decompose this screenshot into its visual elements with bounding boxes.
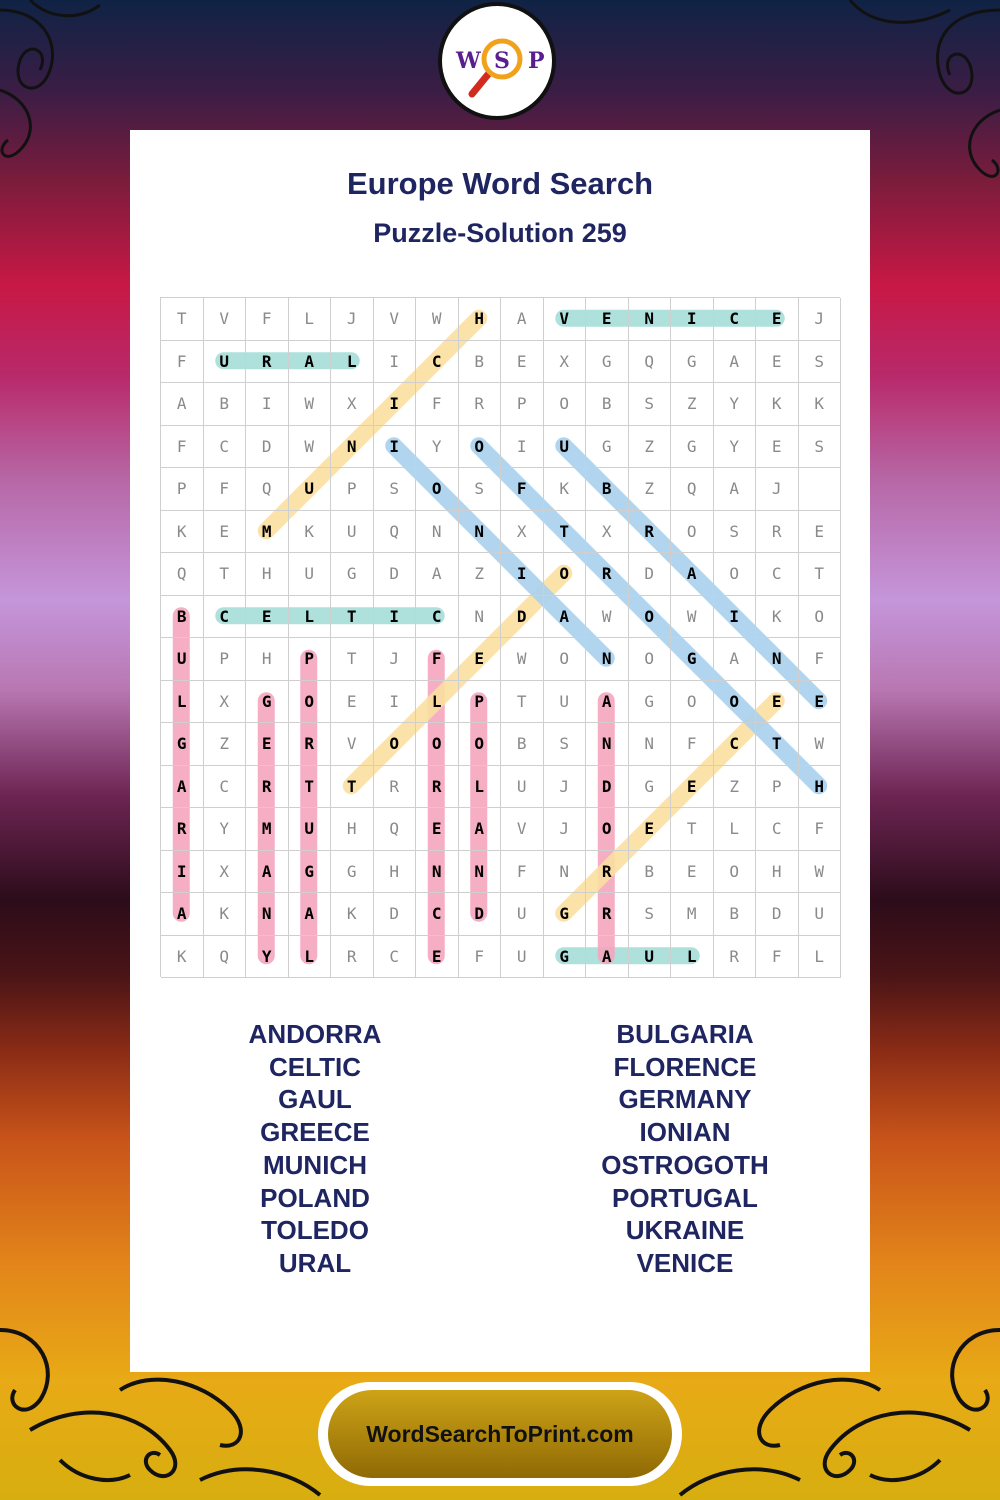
grid-cell: T: [161, 298, 204, 341]
grid-cell: Y: [714, 383, 757, 426]
grid-cell: L: [289, 596, 332, 639]
grid-cell: R: [586, 893, 629, 936]
grid-cell: J: [544, 766, 587, 809]
grid-cell: X: [331, 383, 374, 426]
grid-cell: T: [331, 766, 374, 809]
grid-cell: Z: [204, 723, 247, 766]
grid-cell: T: [544, 511, 587, 554]
grid-cell: N: [629, 298, 672, 341]
grid-cell: R: [714, 936, 757, 979]
grid-cell: H: [374, 851, 417, 894]
grid-cell: J: [756, 468, 799, 511]
grid-cell: X: [586, 511, 629, 554]
grid-cell: S: [629, 383, 672, 426]
grid-cell: I: [501, 553, 544, 596]
grid-cell: U: [289, 808, 332, 851]
grid-cell: E: [756, 426, 799, 469]
grid-cell: T: [331, 596, 374, 639]
grid-cell: D: [629, 553, 672, 596]
grid-cell: W: [799, 851, 842, 894]
grid-cell: A: [161, 893, 204, 936]
grid-cell: O: [629, 638, 672, 681]
grid-cell: E: [671, 766, 714, 809]
footer-badge: [318, 1382, 682, 1486]
grid-cell: H: [799, 766, 842, 809]
grid-cell: I: [374, 681, 417, 724]
grid-cell: F: [671, 723, 714, 766]
grid-cell: Y: [416, 426, 459, 469]
grid-cell: F: [416, 383, 459, 426]
grid-cell: J: [544, 808, 587, 851]
grid-cell: D: [374, 893, 417, 936]
grid-cell: A: [289, 341, 332, 384]
grid-cell: J: [331, 298, 374, 341]
grid-cell: B: [714, 893, 757, 936]
grid-cell: E: [629, 808, 672, 851]
grid-cell: A: [714, 638, 757, 681]
grid-cell: A: [459, 808, 502, 851]
grid-cell: C: [204, 426, 247, 469]
grid-cell: Z: [671, 383, 714, 426]
word-list-item: BULGARIA: [616, 1019, 754, 1049]
grid-cell: Q: [374, 808, 417, 851]
grid-cell: I: [246, 383, 289, 426]
page-title: Europe Word Search: [346, 166, 654, 201]
grid-cell: F: [204, 468, 247, 511]
grid-cell: N: [756, 638, 799, 681]
grid-cell: T: [331, 638, 374, 681]
grid-cell: L: [289, 936, 332, 979]
grid-cell: O: [629, 596, 672, 639]
grid-cell: C: [714, 298, 757, 341]
grid-cell: W: [416, 298, 459, 341]
grid-cell: E: [416, 808, 459, 851]
grid-cell: U: [799, 893, 842, 936]
grid-cell: Q: [629, 341, 672, 384]
word-list-item: PORTUGAL: [612, 1182, 758, 1213]
grid-cell: Y: [714, 426, 757, 469]
grid-cell: E: [756, 681, 799, 724]
grid-cell: W: [289, 426, 332, 469]
grid-cell: M: [246, 808, 289, 851]
grid-cell: E: [246, 723, 289, 766]
word-search-grid: [160, 297, 840, 977]
grid-cell: B: [586, 383, 629, 426]
grid-cell: A: [416, 553, 459, 596]
grid-cell: E: [756, 298, 799, 341]
grid-cell: K: [204, 893, 247, 936]
grid-cell: A: [246, 851, 289, 894]
grid-cell: E: [586, 298, 629, 341]
word-list-item: GREECE: [260, 1117, 370, 1148]
grid-cell: K: [161, 936, 204, 979]
word-list-item: URAL: [278, 1247, 352, 1278]
word-list-left: [130, 1018, 500, 1280]
grid-cell: O: [416, 468, 459, 511]
grid-cell: A: [544, 596, 587, 639]
word-list-item: OSTROGOTH: [601, 1149, 769, 1180]
grid-cell: I: [374, 341, 417, 384]
grid-cell: G: [289, 851, 332, 894]
grid-cell: L: [714, 808, 757, 851]
grid-cell: G: [544, 936, 587, 979]
grid-cell: O: [459, 723, 502, 766]
grid-cell: F: [501, 851, 544, 894]
grid-cell: W: [501, 638, 544, 681]
grid-cell: I: [374, 426, 417, 469]
grid-cell: R: [416, 766, 459, 809]
grid-cell: N: [331, 426, 374, 469]
grid-cell: L: [161, 681, 204, 724]
grid-cell: M: [671, 893, 714, 936]
grid-cell: V: [331, 723, 374, 766]
grid-cell: F: [459, 936, 502, 979]
grid-cell: C: [416, 893, 459, 936]
grid-cell: O: [289, 681, 332, 724]
grid-cell: F: [756, 936, 799, 979]
grid-cell: U: [544, 681, 587, 724]
word-list-item: CELTIC: [269, 1051, 361, 1082]
grid-cell: O: [586, 808, 629, 851]
grid-cell: Y: [204, 808, 247, 851]
grid-cell: T: [756, 723, 799, 766]
grid-cell: O: [671, 681, 714, 724]
grid-cell: E: [799, 511, 842, 554]
grid-cell: V: [501, 808, 544, 851]
grid-cell: F: [161, 341, 204, 384]
grid-cell: N: [459, 851, 502, 894]
grid-cell: G: [246, 681, 289, 724]
grid-cell: E: [204, 511, 247, 554]
grid-cell: X: [501, 511, 544, 554]
grid-cell: I: [671, 298, 714, 341]
grid-cell: N: [416, 511, 459, 554]
grid-cell: E: [416, 936, 459, 979]
word-list-item: VENICE: [636, 1247, 734, 1278]
grid-cell: O: [671, 511, 714, 554]
grid-cell: H: [246, 638, 289, 681]
grid-cell: G: [586, 341, 629, 384]
grid-cell: P: [756, 766, 799, 809]
grid-cell: G: [331, 851, 374, 894]
grid-cell: U: [501, 936, 544, 979]
grid-cell: I: [374, 383, 417, 426]
grid-cell: R: [459, 383, 502, 426]
grid-cell: D: [501, 596, 544, 639]
grid-cell: K: [331, 893, 374, 936]
grid-cell: A: [161, 383, 204, 426]
grid-cell: I: [374, 596, 417, 639]
grid-cell: L: [459, 766, 502, 809]
word-list-item: GERMANY: [618, 1084, 752, 1115]
grid-cell: T: [289, 766, 332, 809]
grid-cell: B: [204, 383, 247, 426]
grid-cell: U: [289, 468, 332, 511]
grid-cell: R: [629, 511, 672, 554]
grid-cell: F: [161, 426, 204, 469]
grid-cell: F: [246, 298, 289, 341]
grid-cell: T: [671, 808, 714, 851]
grid-cell: O: [714, 681, 757, 724]
grid-cell: C: [714, 723, 757, 766]
grid-cell: P: [161, 468, 204, 511]
grid-cell: L: [289, 298, 332, 341]
logo-letter-s: S: [494, 48, 510, 74]
grid-cell: Q: [374, 511, 417, 554]
grid-cell: Q: [246, 468, 289, 511]
grid-cell: D: [459, 893, 502, 936]
grid-cell: Q: [671, 468, 714, 511]
grid-cell: C: [204, 766, 247, 809]
grid-cell: C: [416, 596, 459, 639]
grid-cell: C: [756, 553, 799, 596]
grid-cell: X: [544, 341, 587, 384]
grid-cell: G: [586, 426, 629, 469]
grid-cell: V: [374, 298, 417, 341]
grid-cell: Q: [204, 936, 247, 979]
grid-cell: G: [544, 893, 587, 936]
grid-cell: S: [544, 723, 587, 766]
grid-cell: L: [416, 681, 459, 724]
grid-cell: R: [289, 723, 332, 766]
grid-cell: X: [204, 851, 247, 894]
grid-cell: G: [629, 681, 672, 724]
grid-cell: J: [799, 298, 842, 341]
grid-cell: A: [714, 341, 757, 384]
word-list-right: [500, 1018, 870, 1280]
grid-cell: R: [331, 936, 374, 979]
grid-cell: J: [374, 638, 417, 681]
grid-cell: O: [714, 851, 757, 894]
grid-cell: V: [204, 298, 247, 341]
grid-cell: R: [586, 851, 629, 894]
grid-cell: S: [799, 426, 842, 469]
grid-cell: F: [799, 638, 842, 681]
grid-cell: R: [374, 766, 417, 809]
grid-cell: L: [331, 341, 374, 384]
grid-cell: U: [331, 511, 374, 554]
grid-cell: A: [501, 298, 544, 341]
grid-cell: E: [331, 681, 374, 724]
grid-cell: W: [586, 596, 629, 639]
grid-cell: F: [799, 808, 842, 851]
grid-cell: E: [501, 341, 544, 384]
grid-cell: Y: [246, 936, 289, 979]
grid-cell: Z: [629, 468, 672, 511]
site-logo[interactable]: [438, 2, 556, 120]
grid-cell: C: [416, 341, 459, 384]
grid-cell: N: [459, 596, 502, 639]
grid-cell: G: [671, 341, 714, 384]
grid-cell: G: [161, 723, 204, 766]
puzzle-panel: [130, 130, 870, 1372]
grid-cell: B: [459, 341, 502, 384]
grid-cell: E: [799, 681, 842, 724]
grid-cell: E: [756, 341, 799, 384]
grid-cell: K: [756, 596, 799, 639]
grid-cell: A: [586, 936, 629, 979]
grid-cell: G: [629, 766, 672, 809]
word-list-item: MUNICH: [263, 1149, 367, 1180]
grid-cell: A: [289, 893, 332, 936]
grid-cell: L: [671, 936, 714, 979]
grid-cell: U: [501, 766, 544, 809]
grid-cell: Z: [714, 766, 757, 809]
grid-cell: T: [204, 553, 247, 596]
grid-cell: N: [629, 723, 672, 766]
grid-cell: G: [671, 426, 714, 469]
grid-cell: P: [501, 383, 544, 426]
grid-cell: P: [459, 681, 502, 724]
grid-cell: T: [501, 681, 544, 724]
grid-cell: U: [161, 638, 204, 681]
grid-cell: D: [246, 426, 289, 469]
grid-cell: U: [544, 426, 587, 469]
ornament-top-left: [0, 0, 120, 180]
grid-cell: O: [544, 638, 587, 681]
grid-cell: H: [459, 298, 502, 341]
grid-cell: M: [246, 511, 289, 554]
grid-cell: U: [501, 893, 544, 936]
grid-cell: V: [544, 298, 587, 341]
grid-cell: C: [756, 808, 799, 851]
site-link-button[interactable]: WordSearchToPrint.com: [328, 1390, 672, 1478]
grid-cell: Q: [161, 553, 204, 596]
grid-cell: [799, 468, 842, 511]
grid-cell: S: [714, 511, 757, 554]
grid-cell: A: [714, 468, 757, 511]
word-list-item: GAUL: [278, 1084, 352, 1115]
grid-cell: B: [161, 596, 204, 639]
grid-cell: O: [714, 553, 757, 596]
grid-cell: N: [459, 511, 502, 554]
grid-cell: H: [331, 808, 374, 851]
grid-cell: W: [671, 596, 714, 639]
grid-cell: D: [756, 893, 799, 936]
word-list-item: TOLEDO: [261, 1215, 369, 1246]
grid-cell: I: [714, 596, 757, 639]
word-list-item: FLORENCE: [613, 1051, 757, 1082]
grid-cell: K: [289, 511, 332, 554]
grid-cell: S: [374, 468, 417, 511]
logo-letter-p: P: [528, 48, 545, 74]
grid-cell: A: [161, 766, 204, 809]
grid-cell: D: [374, 553, 417, 596]
grid-cell: U: [204, 341, 247, 384]
grid-cell: N: [586, 638, 629, 681]
grid-cell: O: [799, 596, 842, 639]
grid-cell: Z: [459, 553, 502, 596]
grid-cell: G: [331, 553, 374, 596]
grid-cell: O: [416, 723, 459, 766]
logo-letter-w: W: [456, 48, 481, 74]
grid-cell: N: [544, 851, 587, 894]
grid-cell: U: [289, 553, 332, 596]
grid-cell: X: [204, 681, 247, 724]
grid-cell: A: [586, 681, 629, 724]
word-list-item: ANDORRA: [248, 1019, 382, 1049]
word-list-item: UKRAINE: [625, 1215, 745, 1246]
grid-cell: S: [459, 468, 502, 511]
grid-cell: U: [629, 936, 672, 979]
grid-cell: N: [586, 723, 629, 766]
grid-cell: B: [586, 468, 629, 511]
page-subtitle: Puzzle-Solution 259: [373, 218, 627, 248]
grid-cell: E: [671, 851, 714, 894]
grid-cell: O: [459, 426, 502, 469]
grid-cell: R: [246, 341, 289, 384]
grid-cell: H: [246, 553, 289, 596]
grid-cell: K: [799, 383, 842, 426]
grid-cell: S: [629, 893, 672, 936]
grid-cell: C: [374, 936, 417, 979]
grid-cell: P: [204, 638, 247, 681]
grid-cell: F: [501, 468, 544, 511]
grid-cell: R: [756, 511, 799, 554]
grid-cell: W: [289, 383, 332, 426]
grid-cell: W: [799, 723, 842, 766]
grid-cell: E: [459, 638, 502, 681]
grid-cell: K: [756, 383, 799, 426]
grid-cell: I: [501, 426, 544, 469]
word-list-item: POLAND: [260, 1182, 370, 1213]
grid-cell: P: [331, 468, 374, 511]
grid-cell: H: [756, 851, 799, 894]
grid-cell: O: [544, 383, 587, 426]
grid-cell: C: [204, 596, 247, 639]
grid-cell: D: [586, 766, 629, 809]
grid-cell: Z: [629, 426, 672, 469]
grid-cell: F: [416, 638, 459, 681]
grid-cell: N: [416, 851, 459, 894]
grid-cell: B: [629, 851, 672, 894]
grid-cell: R: [246, 766, 289, 809]
grid-cell: O: [544, 553, 587, 596]
grid-cell: K: [161, 511, 204, 554]
grid-cell: O: [374, 723, 417, 766]
grid-cell: N: [246, 893, 289, 936]
grid-cell: G: [671, 638, 714, 681]
grid-cell: B: [501, 723, 544, 766]
grid-cell: E: [246, 596, 289, 639]
grid-cell: R: [586, 553, 629, 596]
grid-cell: I: [161, 851, 204, 894]
grid-cell: S: [799, 341, 842, 384]
word-list-item: IONIAN: [639, 1117, 731, 1148]
grid-cell: K: [544, 468, 587, 511]
grid-cell: L: [799, 936, 842, 979]
grid-cell: P: [289, 638, 332, 681]
grid-cell: T: [799, 553, 842, 596]
grid-cell: R: [161, 808, 204, 851]
grid-cell: A: [671, 553, 714, 596]
